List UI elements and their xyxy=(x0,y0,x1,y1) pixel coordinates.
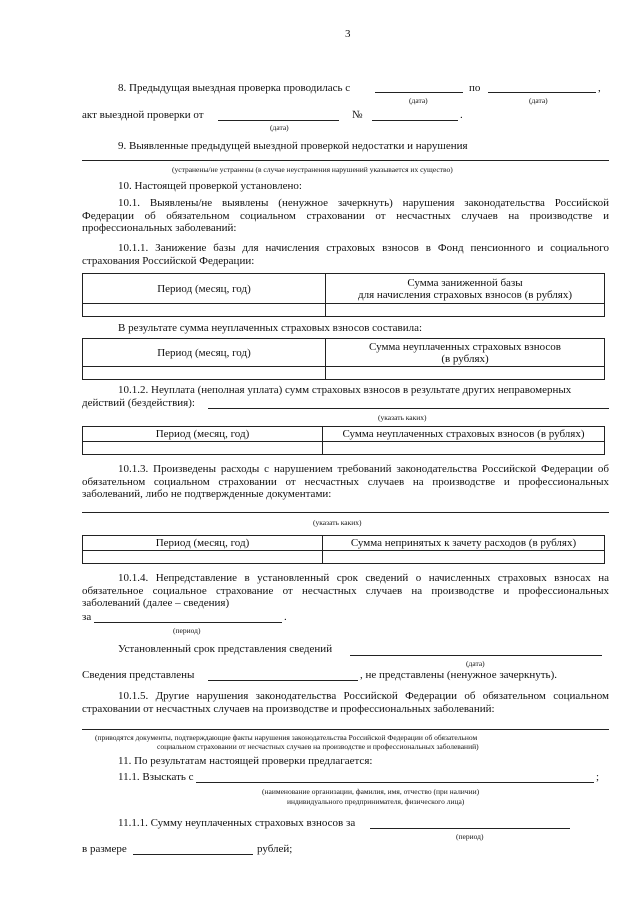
table-cell[interactable] xyxy=(83,304,326,317)
table-unpaid-contributions xyxy=(82,338,605,380)
table-cell[interactable] xyxy=(83,442,323,455)
other-violations-caption-2: социальном страховании от несчастных случаев на производстве и профессиональных заболеваний) xyxy=(157,742,479,751)
table-header-amount xyxy=(326,339,605,367)
act-date-field[interactable] xyxy=(218,120,339,121)
amount-label: в размере xyxy=(82,843,127,855)
specify-caption: (указать каких) xyxy=(313,518,362,527)
table-header-amount-line-2: (в рублях) xyxy=(441,352,489,365)
table-header-amount xyxy=(326,274,605,304)
section-10-1-text: 10.1. Выявлены/не выявлены (ненужное зачеркнуть) нарушения законодательства Российской Федерации об обязательном социальном страховании от несчастных случаев на производстве и профессиональных заболеваний: xyxy=(82,197,609,235)
table-cell[interactable] xyxy=(323,442,605,455)
not-submitted-label: , не представлены (ненужное зачеркнуть). xyxy=(360,669,557,681)
section-9-caption: (устранены/не устранены (в случае неустранения нарушений указывается их существо) xyxy=(172,165,453,174)
amount-field[interactable] xyxy=(133,854,253,855)
deadline-label: Установленный срок представления сведений xyxy=(118,643,333,655)
period-caption: (период) xyxy=(173,626,201,635)
section-9-field[interactable] xyxy=(82,160,609,161)
date-from-field[interactable] xyxy=(375,92,463,93)
table-header-amount: Сумма неуплаченных страховых взносов (в рублях) xyxy=(323,427,605,442)
deadline-date-caption: (дата) xyxy=(466,659,485,668)
table-cell[interactable] xyxy=(326,367,605,380)
section-9-title: 9. Выявленные предыдущей выездной проверкой недостатки и нарушения xyxy=(118,140,468,152)
period-field[interactable] xyxy=(94,622,282,623)
section-8-po: по xyxy=(469,82,481,94)
specify-caption: (указать каких) xyxy=(378,413,427,422)
submitted-label: Сведения представлены xyxy=(82,669,195,681)
contributions-period-caption: (период) xyxy=(456,832,484,841)
table-header-period: Период (месяц, год) xyxy=(83,274,326,304)
za-end: . xyxy=(284,611,287,623)
table-header-amount-line-1: Сумма заниженной базы xyxy=(407,276,523,289)
table-cell[interactable] xyxy=(83,367,326,380)
act-period: . xyxy=(460,109,463,121)
page-number: 3 xyxy=(345,28,351,40)
date-caption-1: (дата) xyxy=(409,96,428,105)
date-caption-2: (дата) xyxy=(529,96,548,105)
recover-from-field[interactable] xyxy=(196,782,594,783)
za-label: за xyxy=(82,611,92,623)
recover-from-caption-1: (наименование организации, фамилия, имя, отчество (при наличии) xyxy=(262,787,480,796)
table-header-amount-line-1: Сумма неуплаченных страховых взносов xyxy=(369,340,561,353)
section-11-1-label: 11.1. Взыскать с xyxy=(118,771,194,783)
section-10-1-4-text: 10.1.4. Непредставление в установленный срок сведений о начисленных страховых взносах на обязательное социальное страхование от несчастных случаев на производстве и профессиональных заболеваний (далее – сведения) xyxy=(82,572,609,610)
act-number-field[interactable] xyxy=(372,120,458,121)
section-8-prefix: 8. Предыдущая выездная проверка проводилась с xyxy=(118,82,351,94)
section-10-1-5-text: 10.1.5. Другие нарушения законодательства Российской Федерации об обязательном социальном страховании от несчастных случаев на производстве и профессиональных заболеваний: xyxy=(82,690,609,715)
result-text: В результате сумма неуплаченных страховых взносов составила: xyxy=(118,322,423,334)
table-header-amount-line-2: для начисления страховых взносов (в рублях) xyxy=(358,288,572,301)
table-header-period: Период (месяц, год) xyxy=(83,427,323,442)
table-header-period: Период (месяц, год) xyxy=(83,536,323,551)
date-to-field[interactable] xyxy=(488,92,596,93)
other-actions-field[interactable] xyxy=(208,408,609,409)
act-label: акт выездной проверки от xyxy=(82,109,204,121)
section-11-1-end: ; xyxy=(596,771,600,783)
expenses-field[interactable] xyxy=(82,512,609,513)
section-10-1-2-line-2: действий (бездействия): xyxy=(82,397,195,409)
table-unpaid-other xyxy=(82,426,605,455)
other-violations-field[interactable] xyxy=(82,729,609,730)
deadline-date-field[interactable] xyxy=(350,655,602,656)
section-11-1-1-label: 11.1.1. Сумму неуплаченных страховых взносов за xyxy=(118,817,356,829)
table-header-period: Период (месяц, год) xyxy=(83,339,326,367)
contributions-period-field[interactable] xyxy=(370,828,570,829)
table-cell[interactable] xyxy=(323,551,605,564)
other-violations-caption-1: (приводятся документы, подтверждающие факты нарушения законодательства Российской Федерации об обязательном xyxy=(95,733,478,742)
act-number-sign: № xyxy=(352,109,363,121)
table-header-amount: Сумма непринятых к зачету расходов (в рублях) xyxy=(323,536,605,551)
date-caption-3: (дата) xyxy=(270,123,289,132)
rubles-label: рублей; xyxy=(257,843,293,855)
section-10-1-2-line-1: 10.1.2. Неуплата (неполная уплата) сумм страховых взносов в результате других неправомерных xyxy=(118,384,572,396)
table-reduced-base xyxy=(82,273,605,317)
section-10-1-3-text: 10.1.3. Произведены расходы с нарушением требований законодательства Российской Федерации об обязательном социальном страховании от несчастных случаев на производстве и профессиональных заболеваний, либо не подтвержденные документами: xyxy=(82,463,609,501)
table-cell[interactable] xyxy=(326,304,605,317)
recover-from-caption-2: индивидуального предпринимателя, физического лица) xyxy=(287,797,465,806)
section-10-1-1-text: 10.1.1. Занижение базы для начисления страховых взносов в Фонд пенсионного и социального страхования Российской Федерации: xyxy=(82,242,609,267)
section-10-title: 10. Настоящей проверкой установлено: xyxy=(118,180,302,192)
submitted-field[interactable] xyxy=(208,680,358,681)
section-11-title: 11. По результатам настоящей проверки предлагается: xyxy=(118,755,373,767)
table-cell[interactable] xyxy=(83,551,323,564)
table-unaccepted-expenses xyxy=(82,535,605,564)
section-8-comma: , xyxy=(598,82,601,94)
